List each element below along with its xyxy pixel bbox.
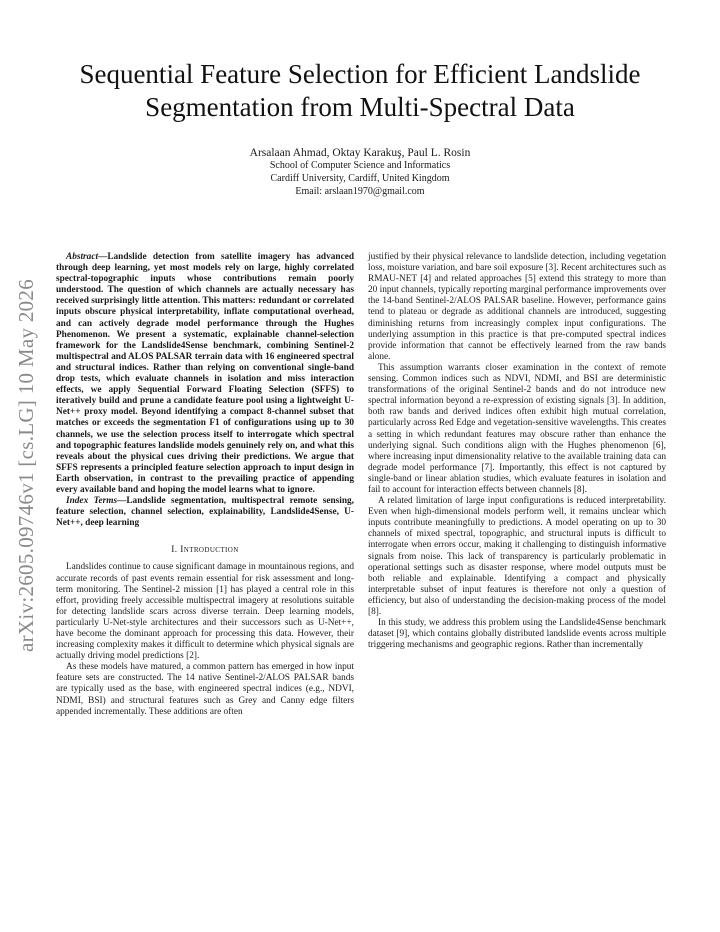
index-terms-text: —Landslide segmentation, multispectral remote sensing, feature selection, channel selection, explainability, Landslide4Sense, U-Net++, deep learning: [56, 496, 354, 529]
affiliation-university: Cardiff University, Cardiff, United Kingdom: [270, 172, 450, 184]
right-column: [368, 252, 666, 651]
index-terms-label: Index Terms: [66, 496, 118, 507]
affiliation-block: [60, 160, 660, 198]
index-terms: [56, 496, 354, 529]
paper-title: [40, 58, 680, 124]
body-paragraph: Landslides continue to cause significant damage in mountainous regions, and accurate records of past events remain essential for risk assessment and long-term monitoring. The Sentinel-2 mission [1] has played a central role in this effort, providing freely accessible multispectral imagery at resolutions suitable for detecting landslide scars across diverse terrain. Deep learning models, particularly U-Net-style architectures and their successors such as U-Net++, have become the dominant approach for processing this data. However, their increasing complexity makes it difficult to determine which physical signals are actually driving model predictions [2].: [56, 562, 354, 662]
abstract: [56, 252, 354, 496]
affiliation-email: Email: arslaan1970@gmail.com: [295, 185, 425, 197]
body-paragraph: justified by their physical relevance to landslide detection, including vegetation loss, moisture variation, and bare soil exposure [3]. Recent architectures such as RMAU-NET [4] and related approaches [5] extend this strategy to more than 20 input channels, typically reporting marginal performance improvements over the 14-band Sentinel-2/ALOS PALSAR baseline. However, performance gains tend to plateau or degrade as additional channels are introduced, suggesting diminishing returns from increasingly complex input configurations. The underlying assumption in this practice is that pre-computed spectral indices provide information that cannot be effectively learned from the raw bands alone.: [368, 252, 667, 362]
abstract-label: Abstract: [66, 252, 99, 262]
left-column: [56, 252, 354, 718]
section-heading-introduction: I. Introduction: [171, 545, 239, 556]
body-paragraph: As these models have matured, a common pattern has emerged in how input feature sets are constructed. The 14 native Sentinel-2/ALOS PALSAR bands are typically used as the base, with engineered spectral indices (e.g., NDVI, NDMI, BSI) and structural features such as Grey and Canny edge filters appended incrementally. These additions are often: [56, 662, 354, 717]
abstract-text: —Landslide detection from satellite imagery has advanced through deep learning, yet most models rely on large, highly correlated spectral-topographic inputs whose contributions remain poorly understood. The question of which channels are actually necessary has received surprisingly little attention. This matters: redundant or correlated inputs obscure physical interpretability, inflate computational overhead, and can actively degrade model performance through the Hughes Phenomenon. We present a systematic, explainable channel-selection framework for the Landslide4Sense benchmark, combining Sentinel-2 multispectral and ALOS PALSAR terrain data with 16 engineered spectral and structural indices. Rather than relying on conventional single-band drop tests, which evaluate channels in isolation and miss interaction effects, we apply Sequential Forward Floating Selection (SFFS) to iteratively build and prune a candidate feature pool using a lightweight U-Net++ proxy model. Beyond identifying a compact 8-channel subset that matches or exceeds the segmentation F1 of configurations using up to 30 channels, we use the selection process itself to interrogate which spectral and topographic features landslide models genuinely rely on, and what this reveals about the physical cues driving their predictions. We argue that SFFS represents a principled feature selection approach to input design in Earth observation, in contrast to the prevailing practice of appending every available band and hoping the model learns what to ignore.: [56, 252, 354, 495]
body-paragraph: This assumption warrants closer examination in the context of remote sensing. Common indices such as NDVI, NDMI, and BSI are deterministic transformations of the original Sentinel-2 bands and do not introduce new spectral information beyond a re-expression of existing signals [3]. In addition, both raw bands and derived indices often exhibit high mutual correlation, particularly across Red Edge and vegetation-sensitive wavelengths. This creates a setting in which redundant features may obscure rather than enhance the underlying signal. Such conditions align with the Hughes phenomenon [6], where increasing input dimensionality relative to the available training data can degrade model performance [7]. Importantly, this effect is not captured by single-band or linear ablation studies, which evaluate features in isolation and fail to account for interaction effects between channels [8].: [368, 362, 666, 495]
arxiv-identifier: arXiv:2605.09746v1 [cs.LG] 10 May 2026: [14, 278, 38, 652]
body-paragraph: A related limitation of large input configurations is reduced interpretability. Even when high-dimensional models perform well, it remains unclear which inputs contribute meaningfully to predictions. A model operating on up to 30 channels of mixed spectral, topographic, and structural inputs is difficult to interrogate when errors occur, making it challenging to distinguish informative signals from noise. This lack of transparency is particularly problematic in operational settings such as disaster response, where model outputs must be both reliable and explainable. Identifying a compact and physically interpretable subset of input features is therefore not only a question of efficiency, but also of understanding the decision-making process of the model [8].: [368, 496, 666, 617]
title-line-1: Sequential Feature Selection for Efficient Landslide: [79, 59, 641, 89]
title-line-2: Segmentation from Multi-Spectral Data: [145, 92, 575, 122]
affiliation-school: School of Computer Science and Informatics: [269, 160, 451, 171]
body-paragraph: In this study, we address this problem using the Landslide4Sense benchmark dataset [9], which contains globally distributed landslide events across multiple triggering mechanisms and geographic regions. Rather than incrementally: [368, 618, 666, 651]
author-list: Arsalaan Ahmad, Oktay Karakuş, Paul L. Rosin: [249, 147, 471, 159]
